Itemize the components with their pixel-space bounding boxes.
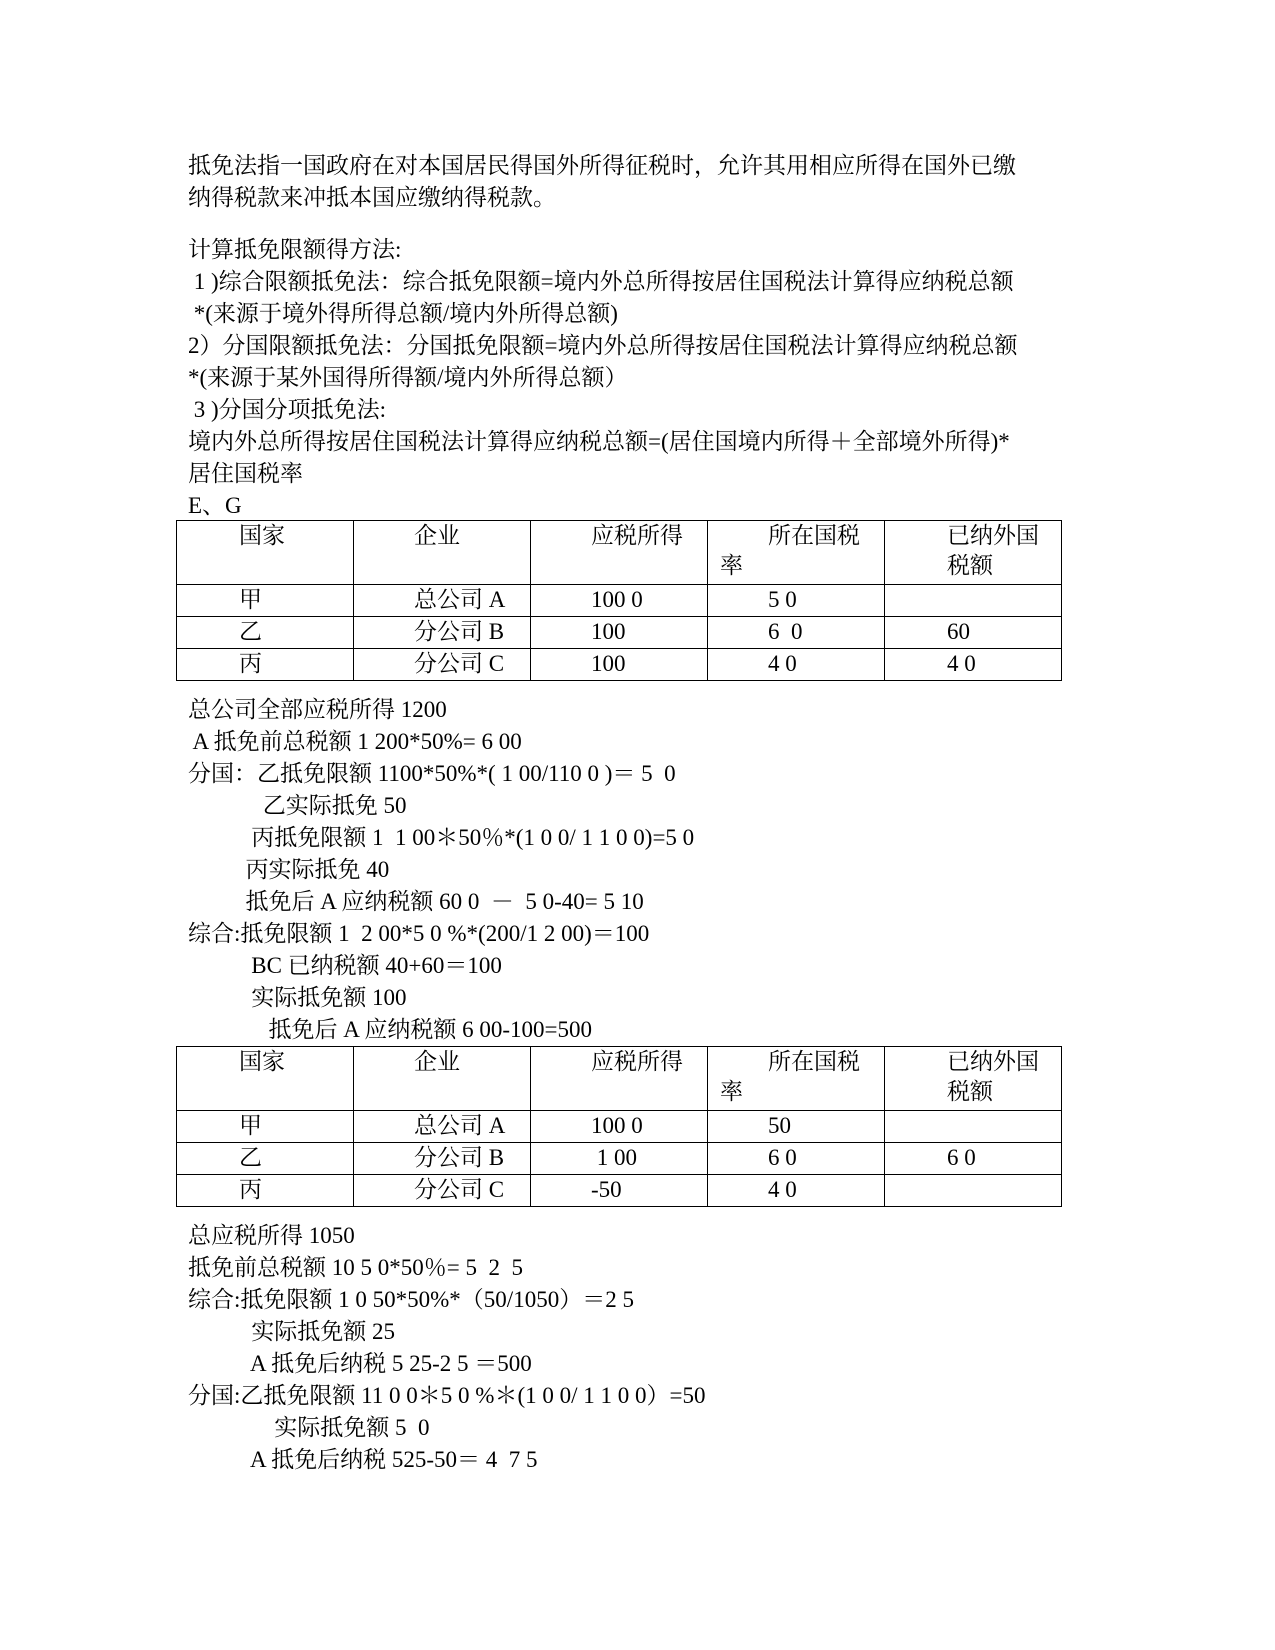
calc2-line-4: 实际抵免额 25 xyxy=(188,1319,395,1344)
calc1-line-7: 抵免后 A 应纳税额 60 0 － 5 0-40= 5 10 xyxy=(188,889,644,914)
header-enterprise: 企业 xyxy=(354,521,531,585)
cell-paid: 4 0 xyxy=(885,649,1062,681)
cell-enterprise: 总公司 A xyxy=(354,585,531,617)
header-paid-line-1: 已纳外国 xyxy=(947,523,1039,548)
cell-enterprise: 分公司 C xyxy=(354,1175,531,1207)
header-tax-rate xyxy=(708,1047,885,1111)
calc1-line-4: 乙实际抵免 50 xyxy=(188,793,407,818)
calc1-line-1: 总公司全部应税所得 1200 xyxy=(188,697,447,722)
cell-rate: 6 0 xyxy=(708,617,885,649)
method-3-line-2: 境内外总所得按居住国税法计算得应纳税总额=(居住国境内所得＋全部境外所得)* xyxy=(188,429,1010,454)
cell-paid xyxy=(885,1111,1062,1143)
header-paid-line-1: 已纳外国 xyxy=(947,1049,1039,1074)
cell-paid: 60 xyxy=(885,617,1062,649)
calc1-line-8: 综合:抵免限额 1 2 00*5 0 %*(200/1 2 00)＝100 xyxy=(188,921,650,946)
calc1-line-11: 抵免后 A 应纳税额 6 00-100=500 xyxy=(188,1017,592,1042)
calc2-line-8: A 抵免后纳税 525-50＝ 4 7 5 xyxy=(188,1447,538,1472)
intro-line-2: 纳得税款来冲抵本国应缴纳得税款。 xyxy=(188,185,556,210)
calc2-line-1: 总应税所得 1050 xyxy=(188,1223,355,1248)
cell-country: 甲 xyxy=(177,585,354,617)
cell-country: 丙 xyxy=(177,1175,354,1207)
cell-enterprise: 分公司 B xyxy=(354,1143,531,1175)
method-2-line-2: *(来源于某外国得所得额/境内外所得总额） xyxy=(188,365,628,390)
header-enterprise: 企业 xyxy=(354,1047,531,1111)
cell-income: 100 0 xyxy=(531,585,708,617)
table-header-row xyxy=(177,1047,1062,1111)
cell-paid xyxy=(885,1175,1062,1207)
header-tax-rate-line-2: 率 xyxy=(720,553,743,578)
header-foreign-tax-paid xyxy=(885,1047,1062,1111)
method-1-line-1: 1 )综合限额抵免法：综合抵免限额=境内外总所得按居住国税法计算得应纳税总额 xyxy=(188,269,1014,294)
calc1-line-2: A 抵免前总税额 1 200*50%= 6 00 xyxy=(188,729,522,754)
calc1-line-9: BC 已纳税额 40+60＝100 xyxy=(188,953,502,978)
methods-title: 计算抵免限额得方法: xyxy=(188,237,402,262)
header-paid-line-2: 税额 xyxy=(947,553,993,578)
header-taxable-income: 应税所得 xyxy=(531,521,708,585)
table-row xyxy=(177,649,1062,681)
cell-income: 1 00 xyxy=(531,1143,708,1175)
cell-enterprise: 总公司 A xyxy=(354,1111,531,1143)
example-label: E、G xyxy=(188,493,242,518)
calc2-line-5: A 抵免后纳税 5 25-2 5 ＝500 xyxy=(188,1351,532,1376)
cell-paid: 6 0 xyxy=(885,1143,1062,1175)
cell-country: 丙 xyxy=(177,649,354,681)
cell-country: 乙 xyxy=(177,617,354,649)
calc1-line-6: 丙实际抵免 40 xyxy=(188,857,390,882)
table-header-row xyxy=(177,521,1062,585)
cell-country: 甲 xyxy=(177,1111,354,1143)
header-taxable-income: 应税所得 xyxy=(531,1047,708,1111)
cell-rate: 50 xyxy=(708,1111,885,1143)
method-3-line-3: 居住国税率 xyxy=(188,461,303,486)
header-country: 国家 xyxy=(177,1047,354,1111)
cell-country: 乙 xyxy=(177,1143,354,1175)
cell-enterprise: 分公司 B xyxy=(354,617,531,649)
cell-income: 100 0 xyxy=(531,1111,708,1143)
method-2-line-1: 2）分国限额抵免法：分国抵免限额=境内外总所得按居住国税法计算得应纳税总额 xyxy=(188,333,1018,358)
cell-paid xyxy=(885,585,1062,617)
calc1-line-5: 丙抵免限额 1 1 00＊50％*(1 0 0/ 1 1 0 0)=5 0 xyxy=(188,825,695,850)
tax-table-1 xyxy=(176,520,1062,681)
calc2-line-3: 综合:抵免限额 1 0 50*50%*（50/1050）＝2 5 xyxy=(188,1287,634,1312)
cell-rate: 4 0 xyxy=(708,649,885,681)
cell-income: -50 xyxy=(531,1175,708,1207)
cell-rate: 5 0 xyxy=(708,585,885,617)
intro-paragraph xyxy=(188,150,1088,214)
table-row xyxy=(177,585,1062,617)
header-tax-rate-line-2: 率 xyxy=(720,1079,743,1104)
table-row xyxy=(177,1175,1062,1207)
header-country: 国家 xyxy=(177,521,354,585)
table-row xyxy=(177,1143,1062,1175)
table-row xyxy=(177,617,1062,649)
cell-rate: 4 0 xyxy=(708,1175,885,1207)
method-1-line-2: *(来源于境外得所得总额/境内外所得总额) xyxy=(188,301,618,326)
header-paid-line-2: 税额 xyxy=(947,1079,993,1104)
header-foreign-tax-paid xyxy=(885,521,1062,585)
calc1-line-10: 实际抵免额 100 xyxy=(188,985,407,1010)
calc2-line-6: 分国:乙抵免限额 11 0 0＊5 0 %＊(1 0 0/ 1 1 0 0）=50 xyxy=(188,1383,706,1408)
table-row xyxy=(177,1111,1062,1143)
header-tax-rate-line-1: 所在国税 xyxy=(768,1049,860,1074)
calc2-line-2: 抵免前总税额 10 5 0*50％= 5 2 5 xyxy=(188,1255,523,1280)
method-3-line-1: 3 )分国分项抵免法: xyxy=(188,397,387,422)
header-tax-rate xyxy=(708,521,885,585)
tax-table-2 xyxy=(176,1046,1062,1207)
header-tax-rate-line-1: 所在国税 xyxy=(768,523,860,548)
cell-income: 100 xyxy=(531,649,708,681)
cell-income: 100 xyxy=(531,617,708,649)
intro-line-1: 抵免法指一国政府在对本国居民得国外所得征税时，允许其用相应所得在国外已缴 xyxy=(188,153,1016,178)
calc1-line-3: 分国：乙抵免限额 1100*50%*( 1 00/110 0 )＝ 5 0 xyxy=(188,761,676,786)
cell-enterprise: 分公司 C xyxy=(354,649,531,681)
calc2-line-7: 实际抵免额 5 0 xyxy=(188,1415,430,1440)
cell-rate: 6 0 xyxy=(708,1143,885,1175)
